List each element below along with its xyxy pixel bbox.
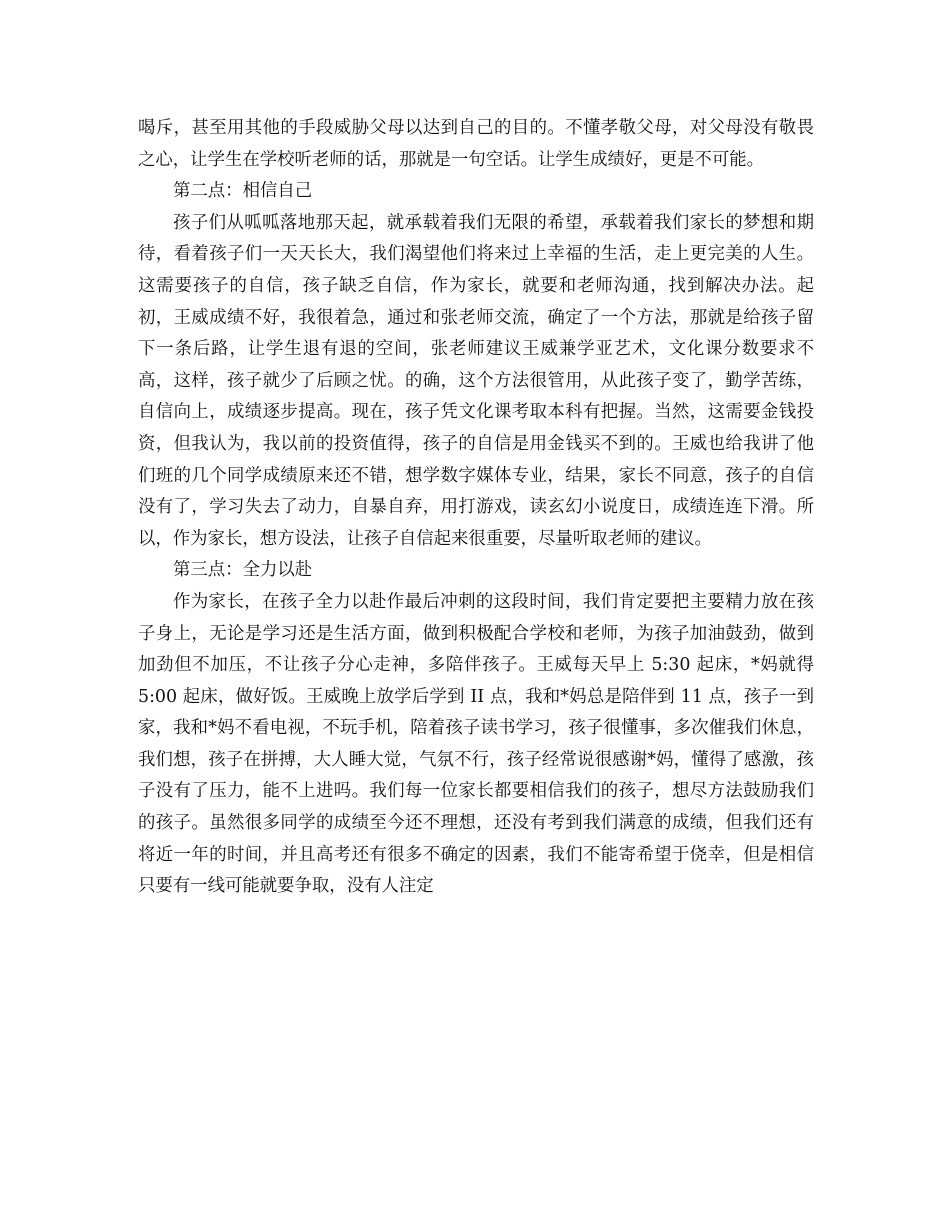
paragraph-point-two: 孩子们从呱呱落地那天起，就承载着我们无限的希望，承载着我们家长的梦想和期待，看着孩子们一天天长大，我们渴望他们将来过上幸福的生活，走上更完美的人生。这需要孩子的自信，孩子缺乏自信，作为家长，就要和老师沟通，找到解决办法。起初，王威成绩不好，我很着急，通过和张老师交流，确定了一个方法，那就是给孩子留下一条后路，让学生退有退的空间，张老师建议王威兼学亚艺术，文化课分数要求不高，这样，孩子就少了后顾之忧。的确，这个方法很管用，从此孩子变了，勤学苦练，自信向上，成绩逐步提高。现在，孩子凭文化课考取本科有把握。当然，这需要金钱投资，但我认为，我以前的投资值得，孩子的自信是用金钱买不到的。王威也给我讲了他们班的几个同学成绩原来还不错，想学数字媒体专业，结果，家长不同意，孩子的自信没有了，学习失去了动力，自暴自弃，用打游戏，读玄幻小说度日，成绩连连下滑。所以，作为家长，想方设法，让孩子自信起来很重要，尽量听取老师的建议。 [138,212,814,549]
paragraph-intro-continuation: 喝斥，甚至用其他的手段威胁父母以达到自己的目的。不懂孝敬父母，对父母没有敬畏之心，让学生在学校听老师的话，那就是一句空话。让学生成绩好，更是不可能。 [138,118,814,170]
paragraph-point-three: 作为家长，在孩子全力以赴作最后冲刺的这段时间，我们肯定要把主要精力放在孩子身上，无论是学习还是生活方面，做到积极配合学校和老师，为孩子加油鼓劲，做到加劲但不加压，不让孩子分心走神，多陪伴孩子。王威每天早上 5:30 起床，*妈就得 5:00 起床，做好饭。王威晚上放学后学到 II 点，我和*妈总是陪伴到 11 点，孩子一到家，我和*妈不看电视，不玩手机，陪着孩子读书学习，孩子很懂事，多次催我们休息，我们想，孩子在拼搏，大人睡大觉，气氛不行，孩子经常说很感谢*妈，懂得了感激，孩子没有了压力，能不上进吗。我们每一位家长都要相信我们的孩子，想尽方法鼓励我们的孩子。虽然很多同学的成绩至今还不理想，还没有考到我们满意的成绩，但我们还有将近一年的时间，并且高考还有很多不确定的因素，我们不能寄希望于侥幸，但是相信只要有一线可能就要争取，没有人注定 [138,591,814,897]
body-text [138,113,814,903]
heading-point-two: 第二点：相信自己 [173,181,313,202]
heading-point-three: 第三点：全力以赴 [173,560,313,581]
